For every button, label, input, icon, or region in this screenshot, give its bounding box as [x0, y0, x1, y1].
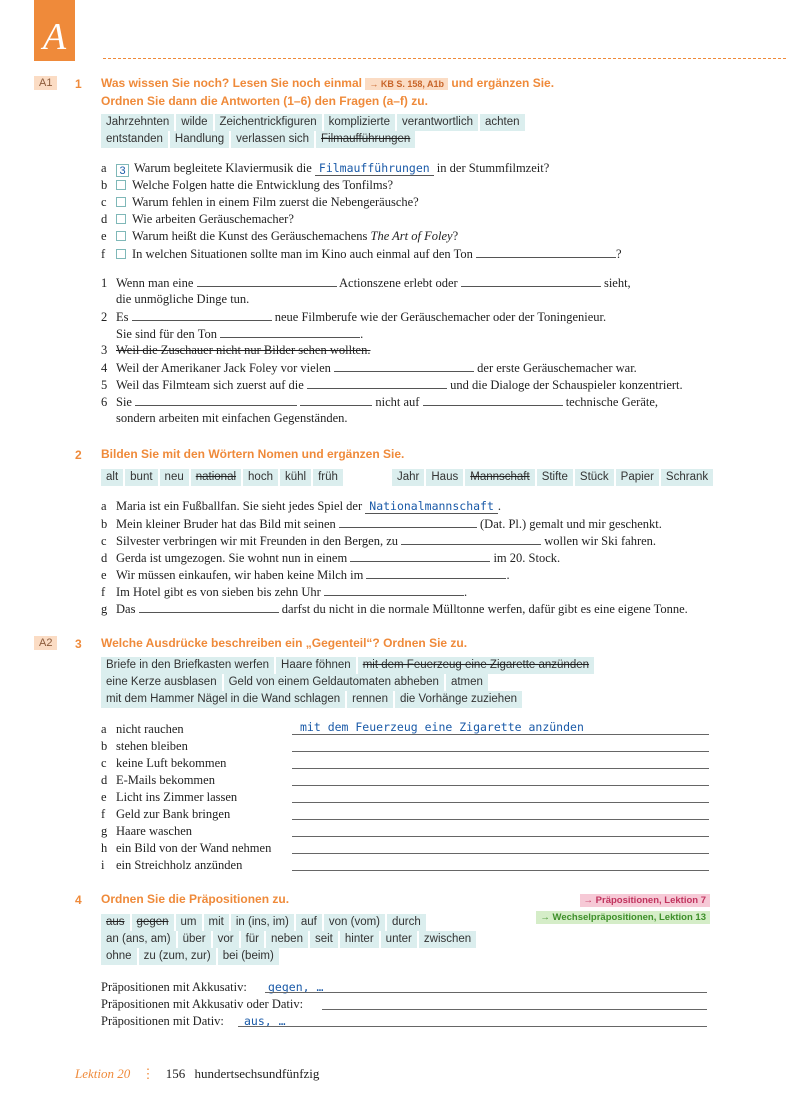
- answer-5: 5 Weil das Filmteam sich zuerst auf die und die Dialoge der Schauspieler konzentriert.: [101, 378, 683, 392]
- answer-line[interactable]: [292, 853, 709, 854]
- answer-6: 6 Sie nicht auf technische Geräte,: [101, 395, 659, 409]
- word-chip: Stück: [575, 469, 614, 486]
- phrase-chip: rennen: [347, 691, 393, 708]
- word-box-nouns: [392, 469, 713, 486]
- prep-chip: durch: [387, 914, 426, 931]
- answer-1-cont: die unmögliche Dinge tun.: [116, 292, 250, 306]
- prep-chip-used: gegen: [132, 914, 174, 931]
- answer-line[interactable]: [265, 992, 707, 993]
- opposite-item: e Licht ins Zimmer lassen: [101, 790, 238, 804]
- word-chip: alt: [101, 469, 123, 486]
- opposite-item: f Geld zur Bank bringen: [101, 807, 231, 821]
- level-badge-a2: A2: [34, 636, 57, 650]
- prep-chip: über: [178, 931, 211, 948]
- prep-chip: ohne: [101, 948, 137, 965]
- prep-chip: neben: [266, 931, 308, 948]
- phrase-chip: eine Kerze ausblasen: [101, 674, 222, 691]
- answer-4: 4 Weil der Amerikaner Jack Foley vor vielen der erste Geräuschemacher war.: [101, 361, 637, 375]
- question-a: a 3 Warum begleitete Klaviermusik die Filmaufführungen in der Stummfilmzeit?: [101, 161, 550, 177]
- blank[interactable]: [334, 359, 474, 372]
- lesson-label: Lektion 20: [75, 1066, 131, 1081]
- word-box-adjectives: [101, 469, 343, 486]
- filled-answer: mit dem Feuerzeug eine Zigarette anzünden: [300, 720, 584, 734]
- answer-box[interactable]: 3: [116, 164, 129, 177]
- exercise-number: 4: [75, 893, 82, 907]
- word-box: [101, 114, 541, 131]
- word-chip: Jahr: [392, 469, 424, 486]
- preposition-box: [101, 914, 426, 931]
- prep-chip: unter: [381, 931, 417, 948]
- answer-3: 3 Weil die Zuschauer nicht nur Bilder sehen wollten.: [101, 343, 371, 357]
- filled-answer: Filmaufführungen: [315, 162, 434, 176]
- answer-line[interactable]: [292, 768, 709, 769]
- sentence-c: c Silvester verbringen wir mit Freunden in den Bergen, zu wollen wir Ski fahren.: [101, 534, 657, 548]
- answer-line[interactable]: [322, 1009, 707, 1010]
- phrase-chip: Briefe in den Briefkasten werfen: [101, 657, 274, 674]
- answer-line[interactable]: [292, 836, 709, 837]
- prep-chip: in (ins, im): [231, 914, 294, 931]
- preposition-box: [101, 931, 476, 948]
- exercise-number: 2: [75, 448, 82, 462]
- word-chip: achten: [480, 114, 525, 131]
- sentence-f: f Im Hotel gibt es von sieben bis zehn Uhr .: [101, 585, 468, 599]
- word-chip-used: Mannschaft: [465, 469, 534, 486]
- answer-1: 1 Wenn man eine Actionszene erlebt oder sieht,: [101, 276, 631, 290]
- phrase-box: [101, 691, 522, 708]
- sentence-a: a Maria ist ein Fußballfan. Sie sieht jedes Spiel der Nationalmannschaft .: [101, 499, 502, 513]
- opposite-item: i ein Streichholz anzünden: [101, 858, 243, 872]
- answer-line[interactable]: [292, 870, 709, 871]
- blank[interactable]: [324, 583, 464, 596]
- word-chip: Zeichentrickfiguren: [215, 114, 322, 131]
- prep-chip: seit: [310, 931, 338, 948]
- word-chip: Stifte: [537, 469, 573, 486]
- word-chip: Handlung: [170, 131, 229, 148]
- word-chip: verantwortlich: [397, 114, 478, 131]
- prep-chip: bei (beim): [218, 948, 279, 965]
- reference-pill: → KB S. 158, A1b: [365, 78, 448, 90]
- prep-chip: an (ans, am): [101, 931, 176, 948]
- question-f: f In welchen Situationen sollte man im Kino auch einmal auf den Ton ?: [101, 247, 622, 261]
- opposite-item: d E-Mails bekommen: [101, 773, 215, 787]
- word-chip-used: national: [191, 469, 241, 486]
- filled-answer: aus, …: [244, 1014, 286, 1028]
- dat-label: Präpositionen mit Dativ:: [101, 1014, 224, 1028]
- answer-line[interactable]: [292, 785, 709, 786]
- phrase-chip: Haare föhnen: [276, 657, 356, 674]
- blank[interactable]: [139, 600, 279, 613]
- answer-line[interactable]: [292, 751, 709, 752]
- preposition-box: [101, 948, 279, 965]
- filled-answer: Nationalmannschaft: [365, 500, 498, 514]
- word-chip: neu: [160, 469, 189, 486]
- blank[interactable]: [135, 393, 297, 406]
- blank[interactable]: [461, 274, 601, 287]
- phrase-box: [101, 674, 488, 691]
- word-chip: Schrank: [661, 469, 713, 486]
- page-number: 156: [165, 1066, 186, 1081]
- word-chip: Papier: [616, 469, 659, 486]
- exercise-2-heading: Bilden Sie mit den Wörtern Nomen und ergänzen Sie.: [101, 447, 405, 461]
- prep-chip: zwischen: [419, 931, 476, 948]
- prep-chip: zu (zum, zur): [139, 948, 216, 965]
- blank[interactable]: [401, 532, 541, 545]
- phrase-chip: Geld von einem Geldautomaten abheben: [224, 674, 444, 691]
- question-e: e Warum heißt die Kunst des Geräuschemachens The Art of Foley?: [101, 229, 459, 243]
- blank[interactable]: [220, 325, 360, 338]
- answer-line[interactable]: [292, 819, 709, 820]
- sentence-e: e Wir müssen einkaufen, wir haben keine Milch im .: [101, 568, 510, 582]
- opposite-item: b stehen bleiben: [101, 739, 188, 753]
- exercise-number: 3: [75, 637, 82, 651]
- sentence-g: g Das darfst du nicht in die normale Mülltonne werfen, dafür gibt es eine eigene Tonne.: [101, 602, 688, 616]
- opposite-item: g Haare waschen: [101, 824, 192, 838]
- answer-box[interactable]: [116, 197, 126, 207]
- word-chip: wilde: [176, 114, 212, 131]
- word-chip: hoch: [243, 469, 278, 486]
- answer-box[interactable]: [116, 231, 126, 241]
- exercise-number: 1: [75, 77, 82, 91]
- answer-line[interactable]: [238, 1026, 707, 1027]
- opposite-item: a nicht rauchen: [101, 722, 184, 736]
- prep-chip: für: [241, 931, 264, 948]
- filled-answer: gegen, …: [268, 980, 324, 994]
- word-chip: entstanden: [101, 131, 168, 148]
- blank[interactable]: [307, 376, 447, 389]
- answer-6-cont: sondern arbeiten mit einfachen Gegenständen.: [116, 411, 348, 425]
- phrase-box: [101, 657, 594, 674]
- word-box: [101, 131, 541, 148]
- phrase-chip: atmen: [446, 674, 488, 691]
- answer-2: 2 Es neue Filmberufe wie der Geräuschemacher oder der Toningenieur.: [101, 310, 607, 324]
- page-number-words: hundertsechsundfünfzig: [194, 1066, 320, 1081]
- prep-chip: vor: [213, 931, 239, 948]
- opposite-item: c keine Luft bekommen: [101, 756, 227, 770]
- sentence-b: b Mein kleiner Bruder hat das Bild mit seinen (Dat. Pl.) gemalt und mir geschenkt.: [101, 517, 662, 531]
- phrase-chip-used: mit dem Feuerzeug eine Zigarette anzünden: [358, 657, 594, 674]
- blank[interactable]: [300, 393, 372, 406]
- exercise-3-heading: Welche Ausdrücke beschreiben ein „Gegenteil“? Ordnen Sie zu.: [101, 636, 468, 650]
- prep-chip: mit: [204, 914, 229, 931]
- prep-chip: auf: [296, 914, 322, 931]
- level-badge-a1: A1: [34, 76, 57, 90]
- word-chip-used: Filmaufführungen: [316, 131, 415, 148]
- word-chip: früh: [313, 469, 343, 486]
- header-divider: [103, 58, 786, 59]
- page-footer: Lektion 20 ⋮ 156 hundertsechsundfünfzig: [75, 1066, 320, 1081]
- word-chip: kühl: [280, 469, 311, 486]
- opposite-item: h ein Bild von der Wand nehmen: [101, 841, 272, 855]
- word-chip: verlassen sich: [231, 131, 314, 148]
- answer-2-cont: Sie sind für den Ton .: [116, 327, 364, 341]
- question-d: d Wie arbeiten Geräuschemacher?: [101, 212, 294, 226]
- akkdat-label: Präpositionen mit Akkusativ oder Dativ:: [101, 997, 304, 1011]
- question-c: c Warum fehlen in einem Film zuerst die Nebengeräusche?: [101, 195, 419, 209]
- blank[interactable]: [197, 274, 337, 287]
- word-chip: bunt: [125, 469, 157, 486]
- blank[interactable]: [350, 549, 490, 562]
- prep-chip: um: [176, 914, 202, 931]
- sentence-d: d Gerda ist umgezogen. Sie wohnt nun in einem im 20. Stock.: [101, 551, 561, 565]
- word-chip: Haus: [426, 469, 463, 486]
- phrase-chip: mit dem Hammer Nägel in die Wand schlagen: [101, 691, 345, 708]
- chapter-tab: A: [34, 0, 75, 61]
- reference-pill[interactable]: → Wechselpräpositionen, Lektion 13: [536, 911, 710, 924]
- blank[interactable]: [132, 308, 272, 321]
- word-chip: Jahrzehnten: [101, 114, 174, 131]
- akk-label: Präpositionen mit Akkusativ:: [101, 980, 247, 994]
- phrase-chip: die Vorhänge zuziehen: [395, 691, 522, 708]
- question-b: b Welche Folgen hatte die Entwicklung des Tonfilms?: [101, 178, 394, 192]
- prep-chip-used: aus: [101, 914, 130, 931]
- blank[interactable]: [366, 566, 506, 579]
- answer-line[interactable]: [292, 802, 709, 803]
- answer-box[interactable]: [116, 180, 126, 190]
- exercise-1-heading: Was wissen Sie noch? Lesen Sie noch einmal → KB S. 158, A1b und ergänzen Sie. Ordnen Sie dann die Antworten (1–6) den Fragen (a–f) zu.: [101, 76, 555, 108]
- word-chip: komplizierte: [324, 114, 395, 131]
- prep-chip: hinter: [340, 931, 379, 948]
- prep-chip: von (vom): [324, 914, 385, 931]
- blank[interactable]: [339, 515, 477, 528]
- answer-box[interactable]: [116, 214, 126, 224]
- exercise-4-heading: Ordnen Sie die Präpositionen zu.: [101, 892, 290, 906]
- answer-line[interactable]: [292, 734, 709, 735]
- blank[interactable]: [423, 393, 563, 406]
- answer-box[interactable]: [116, 249, 126, 259]
- reference-pill[interactable]: → Präpositionen, Lektion 7: [580, 894, 710, 907]
- blank[interactable]: [476, 245, 616, 258]
